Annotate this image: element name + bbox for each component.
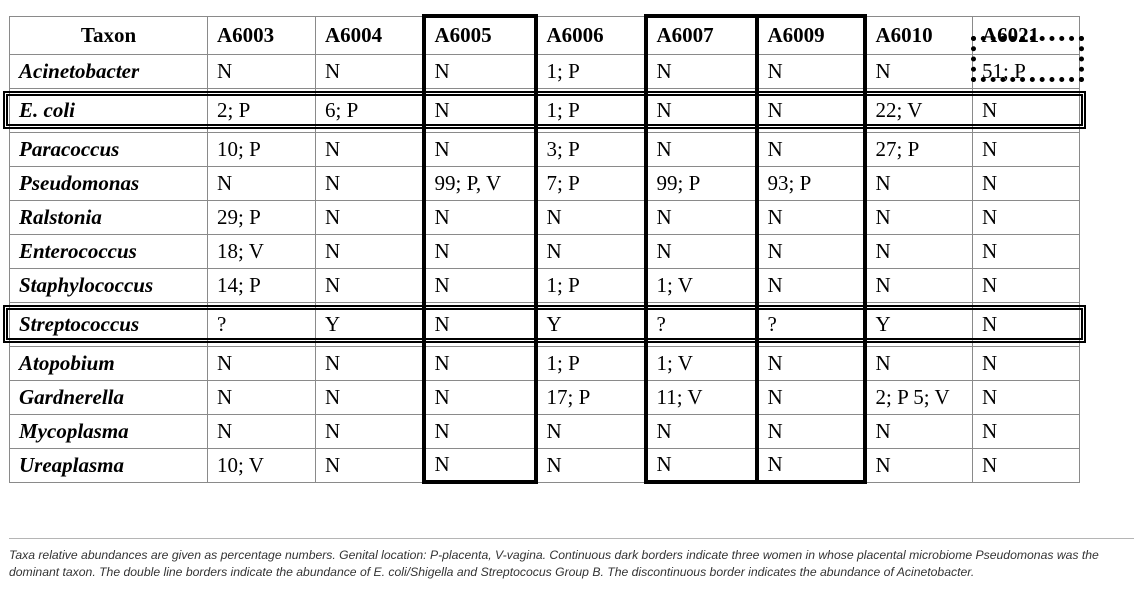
cell-a6003: 10; V <box>208 448 316 482</box>
cell-a6007: 99; P <box>646 166 757 200</box>
cell-a6010: N <box>865 200 973 234</box>
cell-a6005: N <box>424 346 536 380</box>
cell-a6005: N <box>424 448 536 482</box>
cell-a6021: N <box>973 166 1080 200</box>
cell-a6006: 1; P <box>536 88 646 132</box>
cell-a6007: 1; V <box>646 346 757 380</box>
cell-a6003: N <box>208 346 316 380</box>
column-header-a6009: A6009 <box>757 16 865 54</box>
column-header-a6007: A6007 <box>646 16 757 54</box>
cell-a6007: N <box>646 234 757 268</box>
cell-a6006: 1; P <box>536 54 646 88</box>
cell-a6003: N <box>208 166 316 200</box>
cell-a6010: N <box>865 414 973 448</box>
table-row <box>10 234 1080 268</box>
cell-a6006: 7; P <box>536 166 646 200</box>
taxon-cell: Streptococcus <box>10 302 208 346</box>
column-header-a6021: A6021 <box>973 16 1080 54</box>
cell-a6009: N <box>757 88 865 132</box>
cell-a6009: 93; P <box>757 166 865 200</box>
cell-a6021: 51; P <box>973 54 1080 88</box>
cell-a6005: N <box>424 234 536 268</box>
table-row <box>10 380 1080 414</box>
taxon-cell: Ralstonia <box>10 200 208 234</box>
taxon-cell: Ureaplasma <box>10 448 208 482</box>
cell-a6005: N <box>424 88 536 132</box>
cell-a6003: 18; V <box>208 234 316 268</box>
cell-a6021: N <box>973 268 1080 302</box>
cell-a6009: N <box>757 234 865 268</box>
cell-a6007: N <box>646 200 757 234</box>
taxon-cell: Paracoccus <box>10 132 208 166</box>
cell-a6006: N <box>536 200 646 234</box>
cell-a6007: N <box>646 54 757 88</box>
taxon-cell: E. coli <box>10 88 208 132</box>
cell-a6004: 6; P <box>316 88 424 132</box>
cell-a6009: ? <box>757 302 865 346</box>
cell-a6010: N <box>865 234 973 268</box>
cell-a6010: Y <box>865 302 973 346</box>
cell-a6010: 22; V <box>865 88 973 132</box>
cell-a6004: N <box>316 132 424 166</box>
cell-a6010: N <box>865 268 973 302</box>
cell-a6005: N <box>424 54 536 88</box>
cell-a6004: N <box>316 448 424 482</box>
cell-a6009: N <box>757 380 865 414</box>
cell-a6006: N <box>536 414 646 448</box>
cell-a6006: N <box>536 234 646 268</box>
column-header-a6004: A6004 <box>316 16 424 54</box>
cell-a6021: N <box>973 448 1080 482</box>
column-header-a6010: A6010 <box>865 16 973 54</box>
cell-a6005: 99; P, V <box>424 166 536 200</box>
cell-a6006: 3; P <box>536 132 646 166</box>
cell-a6021: N <box>973 302 1080 346</box>
cell-a6010: N <box>865 346 973 380</box>
cell-a6005: N <box>424 268 536 302</box>
cell-a6010: 27; P <box>865 132 973 166</box>
table-row <box>10 132 1080 166</box>
cell-a6005: N <box>424 414 536 448</box>
cell-a6003: N <box>208 54 316 88</box>
cell-a6010: 2; P 5; V <box>865 380 973 414</box>
cell-a6007: N <box>646 448 757 482</box>
cell-a6021: N <box>973 88 1080 132</box>
cell-a6021: N <box>973 234 1080 268</box>
cell-a6007: ? <box>646 302 757 346</box>
column-header-a6006: A6006 <box>536 16 646 54</box>
table-row <box>10 414 1080 448</box>
cell-a6007: N <box>646 414 757 448</box>
column-header-a6003: A6003 <box>208 16 316 54</box>
taxon-cell: Acinetobacter <box>10 54 208 88</box>
table-row <box>10 54 1080 88</box>
table-container <box>9 14 1135 484</box>
column-header-a6005: A6005 <box>424 16 536 54</box>
cell-a6004: N <box>316 414 424 448</box>
cell-a6005: N <box>424 380 536 414</box>
cell-a6005: N <box>424 200 536 234</box>
cell-a6007: N <box>646 132 757 166</box>
table-row <box>10 200 1080 234</box>
taxon-cell: Pseudomonas <box>10 166 208 200</box>
cell-a6009: N <box>757 414 865 448</box>
cell-a6009: N <box>757 200 865 234</box>
taxon-cell: Gardnerella <box>10 380 208 414</box>
cell-a6010: N <box>865 166 973 200</box>
cell-a6004: N <box>316 200 424 234</box>
taxon-cell: Mycoplasma <box>10 414 208 448</box>
cell-a6003: N <box>208 414 316 448</box>
cell-a6006: N <box>536 448 646 482</box>
cell-a6007: 1; V <box>646 268 757 302</box>
cell-a6009: N <box>757 268 865 302</box>
cell-a6021: N <box>973 380 1080 414</box>
cell-a6004: Y <box>316 302 424 346</box>
cell-a6005: N <box>424 132 536 166</box>
cell-a6006: 1; P <box>536 346 646 380</box>
cell-a6004: N <box>316 268 424 302</box>
cell-a6021: N <box>973 414 1080 448</box>
column-header-taxon: Taxon <box>10 16 208 54</box>
table-row <box>10 88 1080 132</box>
cell-a6003: ? <box>208 302 316 346</box>
cell-a6009: N <box>757 448 865 482</box>
cell-a6009: N <box>757 346 865 380</box>
table-row <box>10 448 1080 482</box>
cell-a6021: N <box>973 200 1080 234</box>
table-row <box>10 166 1080 200</box>
cell-a6009: N <box>757 54 865 88</box>
cell-a6004: N <box>316 346 424 380</box>
caption-divider <box>9 538 1134 539</box>
header-row <box>10 16 1080 54</box>
cell-a6007: 11; V <box>646 380 757 414</box>
cell-a6003: N <box>208 380 316 414</box>
cell-a6021: N <box>973 132 1080 166</box>
cell-a6007: N <box>646 88 757 132</box>
table-row <box>10 302 1080 346</box>
taxon-cell: Enterococcus <box>10 234 208 268</box>
cell-a6005: N <box>424 302 536 346</box>
cell-a6006: Y <box>536 302 646 346</box>
cell-a6006: 1; P <box>536 268 646 302</box>
cell-a6021: N <box>973 346 1080 380</box>
cell-a6004: N <box>316 234 424 268</box>
cell-a6010: N <box>865 448 973 482</box>
taxon-cell: Atopobium <box>10 346 208 380</box>
table-row <box>10 268 1080 302</box>
cell-a6003: 14; P <box>208 268 316 302</box>
cell-a6010: N <box>865 54 973 88</box>
table-row <box>10 346 1080 380</box>
cell-a6009: N <box>757 132 865 166</box>
cell-a6004: N <box>316 166 424 200</box>
taxon-cell: Staphylococcus <box>10 268 208 302</box>
taxa-abundance-table <box>9 14 1080 484</box>
cell-a6003: 2; P <box>208 88 316 132</box>
cell-a6003: 29; P <box>208 200 316 234</box>
cell-a6004: N <box>316 380 424 414</box>
table-caption: Taxa relative abundances are given as percentage numbers. Genital location: P-placenta, V-vagina. Continuous dark borders indicate three women in whose placental microbiome Pseudomonas was the dominant taxon. The double line borders indicate the abundance of E. coli/Shigella and Streptococus Group B. The discontinuous border indicates the abundance of Acinetobacter. <box>9 548 1099 579</box>
cell-a6006: 17; P <box>536 380 646 414</box>
cell-a6003: 10; P <box>208 132 316 166</box>
cell-a6004: N <box>316 54 424 88</box>
